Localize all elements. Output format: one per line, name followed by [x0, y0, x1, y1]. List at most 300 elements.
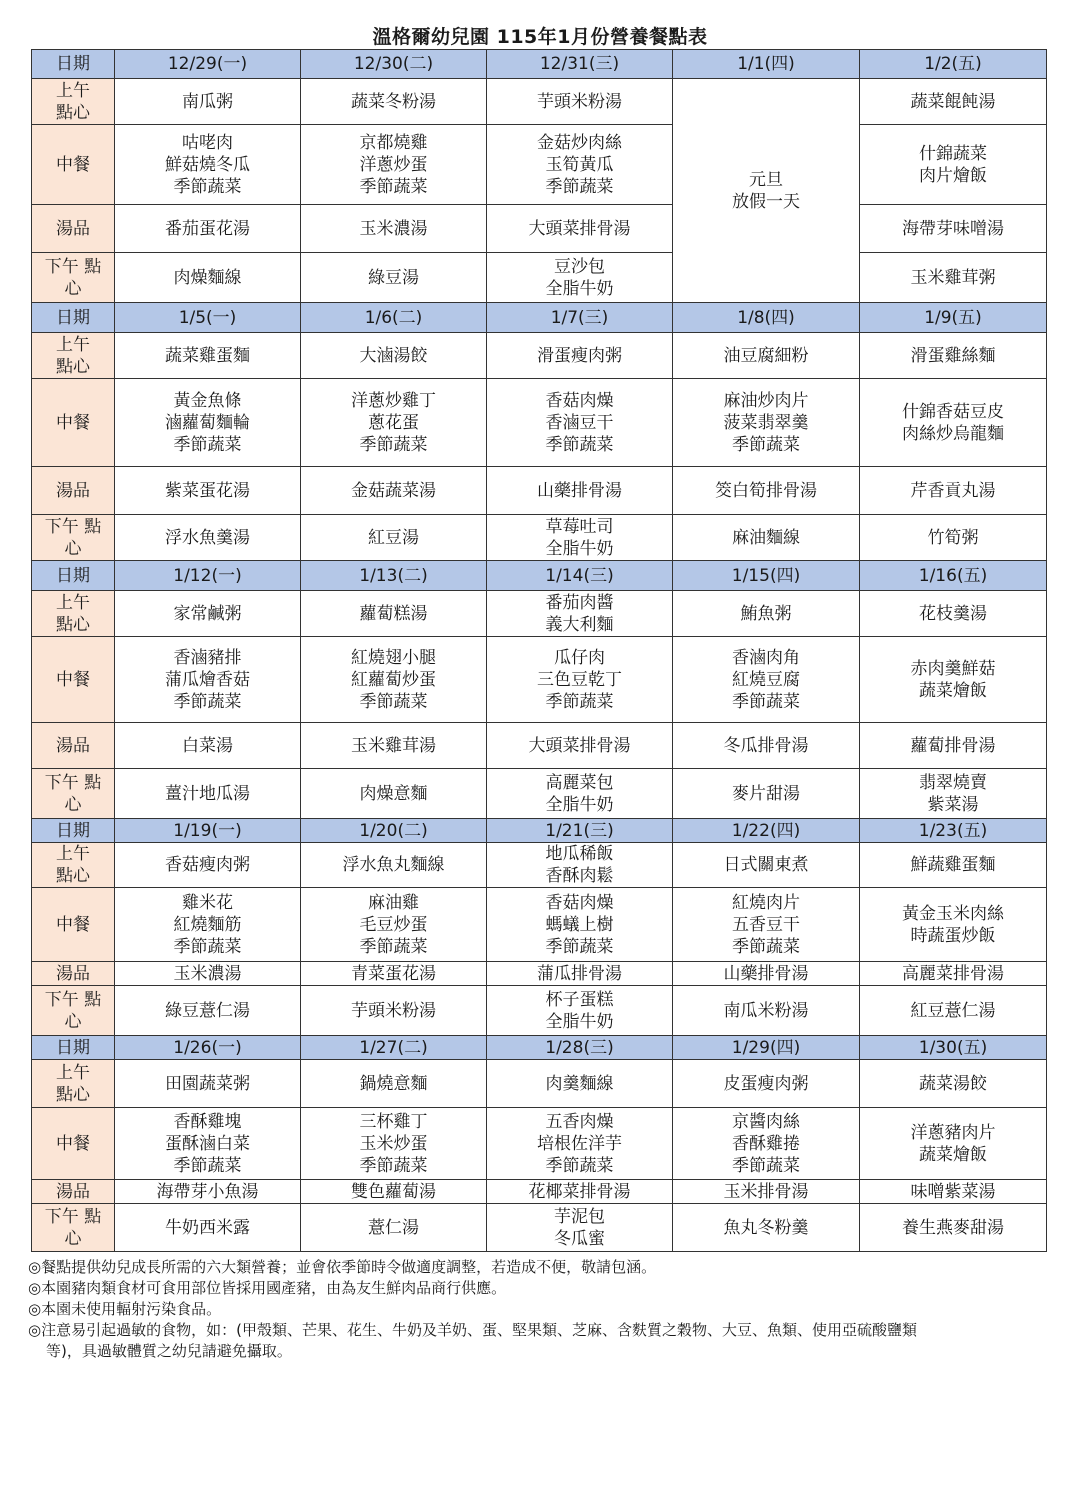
- label-line: 點心: [56, 866, 90, 886]
- label-line: 心: [64, 278, 82, 299]
- dish-line: 芹香貢丸湯: [910, 480, 996, 501]
- label-line: 心: [64, 1011, 82, 1032]
- row-label-lunch: 中餐: [32, 379, 115, 467]
- lunch-cell: [115, 1108, 301, 1180]
- lunch-cell: [860, 888, 1047, 962]
- morning-cell: [301, 1060, 487, 1108]
- date-cell: 1/29(四): [673, 1036, 860, 1060]
- dish-line: 冬瓜蜜: [554, 1228, 605, 1249]
- notes: [28, 1257, 1058, 1362]
- dish-line: 蘿蔔排骨湯: [910, 735, 996, 756]
- date-row: [32, 561, 1047, 591]
- afternoon-cell: [301, 253, 487, 303]
- dish-line: 五香肉燥: [545, 1111, 614, 1132]
- dish-line: 草莓吐司: [545, 516, 614, 537]
- morning-cell: [115, 591, 301, 637]
- dish-line: 肉羹麵線: [545, 1073, 614, 1094]
- dish-line: 大頭菜排骨湯: [528, 218, 631, 239]
- soup-cell: [301, 1180, 487, 1204]
- afternoon-cell: [301, 986, 487, 1036]
- dish-line: 金菇蔬菜湯: [351, 480, 436, 501]
- dish-line: 全脂牛奶: [545, 278, 614, 299]
- dish-line: 三色豆乾丁: [537, 669, 622, 690]
- lunch-cell: [673, 1108, 860, 1180]
- lunch-row: [32, 125, 1047, 205]
- lunch-row: [32, 379, 1047, 467]
- morning-cell: [487, 333, 673, 379]
- dish-line: 季節蔬菜: [359, 936, 428, 957]
- row-label-afternoon-snack: [32, 986, 115, 1036]
- dish-line: 芋泥包: [554, 1206, 605, 1227]
- dish-line: 雞米花: [182, 892, 233, 913]
- dish-line: 綠豆湯: [368, 267, 419, 288]
- dish-line: 地瓜稀飯: [545, 844, 614, 864]
- dish-line: 季節蔬菜: [732, 936, 800, 957]
- dish-line: 季節蔬菜: [732, 1155, 800, 1176]
- afternoon-cell: [673, 515, 860, 561]
- lunch-cell: [487, 1108, 673, 1180]
- dish-line: 家常鹹粥: [173, 603, 242, 624]
- soup-cell: [301, 467, 487, 515]
- dish-line: 鮮菇燒冬瓜: [165, 154, 250, 175]
- lunch-cell: [301, 125, 487, 205]
- date-cell: 1/20(二): [301, 819, 487, 843]
- soup-cell: [673, 467, 860, 515]
- dish-line: 魚丸冬粉羹: [723, 1217, 809, 1238]
- dish-line: 季節蔬菜: [173, 936, 242, 957]
- dish-line: 菠菜翡翠羹: [723, 412, 809, 433]
- lunch-cell: [115, 125, 301, 205]
- dish-line: 浮水魚丸麵線: [342, 855, 445, 875]
- morning-cell: [115, 79, 301, 125]
- dish-line: 全脂牛奶: [545, 538, 614, 559]
- afternoon-cell: [487, 1204, 673, 1252]
- row-label-morning-snack: [32, 333, 115, 379]
- dish-line: 油豆腐細粉: [723, 345, 809, 366]
- dish-line: 鮮蔬雞蛋麵: [910, 855, 996, 875]
- dish-line: 季節蔬菜: [359, 691, 428, 712]
- morning-cell: [673, 591, 860, 637]
- date-cell: 1/13(二): [301, 561, 487, 591]
- lunch-cell: [301, 1108, 487, 1180]
- label-line: 心: [64, 794, 82, 815]
- date-cell: 1/8(四): [673, 303, 860, 333]
- note-line: ◎本園未使用輻射污染食品。: [28, 1300, 222, 1318]
- dish-line: 青菜蛋花湯: [351, 963, 436, 984]
- lunch-cell: [673, 888, 860, 962]
- morning-cell: [115, 1060, 301, 1108]
- morning-row: [32, 333, 1047, 379]
- soup-row: [32, 1180, 1047, 1204]
- lunch-cell: [860, 125, 1047, 205]
- morning-row: [32, 591, 1047, 637]
- date-cell: 1/22(四): [673, 819, 860, 843]
- dish-line: 山藥排骨湯: [537, 480, 622, 501]
- lunch-cell: [301, 379, 487, 467]
- row-label-date: 日期: [32, 303, 115, 333]
- label-line: 點心: [56, 614, 90, 635]
- dish-line: 季節蔬菜: [173, 434, 242, 455]
- dish-line: 季節蔬菜: [732, 434, 800, 455]
- soup-row: [32, 467, 1047, 515]
- date-cell: 1/21(三): [487, 819, 673, 843]
- dish-line: 蛋酥滷白菜: [165, 1133, 250, 1154]
- dish-line: 什錦蔬菜: [919, 143, 987, 164]
- dish-line: 養生燕麥甜湯: [902, 1217, 1004, 1238]
- dish-line: 田園蔬菜粥: [165, 1073, 250, 1094]
- dish-line: 黃金玉米肉絲: [902, 903, 1004, 924]
- date-cell: 1/30(五): [860, 1036, 1047, 1060]
- note-line: ◎本園豬肉類食材可食用部位皆採用國產豬，由為友生鮮肉品商行供應。: [28, 1279, 507, 1297]
- dish-line: 培根佐洋芋: [537, 1133, 622, 1154]
- afternoon-row: [32, 769, 1047, 819]
- dish-line: 玉米濃湯: [359, 218, 428, 239]
- dish-line: 紅蘿蔔炒蛋: [351, 669, 436, 690]
- row-label-date: 日期: [32, 819, 115, 843]
- row-label-lunch: 中餐: [32, 125, 115, 205]
- dish-line: 元旦: [749, 169, 783, 190]
- dish-line: 滷蘿蔔麵輪: [165, 412, 250, 433]
- soup-cell: [115, 205, 301, 253]
- dish-line: 毛豆炒蛋: [359, 914, 428, 935]
- date-cell: 1/2(五): [860, 50, 1047, 79]
- dish-line: 蒲瓜燴香菇: [165, 669, 250, 690]
- date-cell: 1/15(四): [673, 561, 860, 591]
- dish-line: 五香豆干: [732, 914, 800, 935]
- date-cell: 1/27(二): [301, 1036, 487, 1060]
- date-cell: 1/23(五): [860, 819, 1047, 843]
- dish-line: 麻油炒肉片: [723, 390, 809, 411]
- label-line: 上午: [56, 592, 90, 613]
- date-cell: 1/6(二): [301, 303, 487, 333]
- dish-line: 香酥肉鬆: [545, 866, 614, 886]
- dish-line: 洋蔥炒蛋: [359, 154, 428, 175]
- date-row: [32, 819, 1047, 843]
- row-label-afternoon-snack: [32, 253, 115, 303]
- dish-line: 時蔬蛋炒飯: [910, 925, 996, 946]
- dish-line: 芋頭米粉湯: [537, 91, 622, 112]
- soup-cell: [673, 962, 860, 986]
- soup-cell: [487, 1180, 673, 1204]
- soup-cell: [673, 723, 860, 769]
- morning-cell: [301, 843, 487, 888]
- morning-cell: [860, 843, 1047, 888]
- dish-line: 滑蛋雞絲麵: [910, 345, 996, 366]
- afternoon-cell: [860, 769, 1047, 819]
- soup-cell: [860, 205, 1047, 253]
- dish-line: 綠豆薏仁湯: [165, 1000, 250, 1021]
- row-label-morning-snack: [32, 79, 115, 125]
- lunch-cell: [487, 888, 673, 962]
- dish-line: 冬瓜排骨湯: [723, 735, 809, 756]
- soup-row: [32, 723, 1047, 769]
- label-line: 點心: [56, 1084, 90, 1105]
- soup-cell: [860, 1180, 1047, 1204]
- row-label-date: 日期: [32, 50, 115, 79]
- soup-cell: [487, 467, 673, 515]
- dish-line: 香滷肉角: [732, 647, 800, 668]
- morning-cell: [115, 333, 301, 379]
- dish-line: 蒲瓜排骨湯: [537, 963, 622, 984]
- row-label-lunch: 中餐: [32, 637, 115, 723]
- dish-line: 薏仁湯: [368, 1217, 419, 1238]
- dish-line: 鍋燒意麵: [359, 1073, 428, 1094]
- dish-line: 季節蔬菜: [359, 434, 428, 455]
- lunch-row: [32, 637, 1047, 723]
- dish-line: 季節蔬菜: [359, 176, 428, 197]
- morning-cell: [487, 843, 673, 888]
- lunch-cell: [860, 1108, 1047, 1180]
- lunch-cell: [860, 637, 1047, 723]
- dish-line: 咕咾肉: [182, 132, 233, 153]
- dish-line: 筊白筍排骨湯: [715, 480, 817, 501]
- dish-line: 高麗菜包: [545, 772, 614, 793]
- afternoon-cell: [673, 1204, 860, 1252]
- dish-line: 洋蔥豬肉片: [910, 1122, 996, 1143]
- dish-line: 蘿蔔糕湯: [359, 603, 428, 624]
- dish-line: 京都燒雞: [359, 132, 428, 153]
- date-cell: 12/30(二): [301, 50, 487, 79]
- soup-cell: [115, 723, 301, 769]
- note-line: 等)，具過敏體質之幼兒請避免攝取。: [46, 1342, 292, 1360]
- lunch-cell: [487, 637, 673, 723]
- row-label-afternoon-snack: [32, 1204, 115, 1252]
- soup-cell: [860, 962, 1047, 986]
- row-label-soup: 湯品: [32, 962, 115, 986]
- date-cell: 1/19(一): [115, 819, 301, 843]
- dish-line: 杯子蛋糕: [545, 989, 614, 1010]
- row-label-lunch: 中餐: [32, 1108, 115, 1180]
- morning-cell: [301, 591, 487, 637]
- dish-line: 麻油雞: [368, 892, 419, 913]
- row-label-afternoon-snack: [32, 515, 115, 561]
- dish-line: 花枝羹湯: [919, 603, 987, 624]
- afternoon-cell: [860, 515, 1047, 561]
- dish-line: 瓜仔肉: [554, 647, 605, 668]
- soup-row: [32, 962, 1047, 986]
- lunch-row: [32, 888, 1047, 962]
- dish-line: 放假一天: [732, 191, 800, 212]
- dish-line: 花椰菜排骨湯: [528, 1181, 631, 1202]
- morning-cell: [487, 79, 673, 125]
- lunch-cell: [301, 637, 487, 723]
- row-label-soup: 湯品: [32, 205, 115, 253]
- lunch-cell: [487, 125, 673, 205]
- dish-line: 義大利麵: [545, 614, 614, 635]
- afternoon-cell: [115, 515, 301, 561]
- label-line: 下午 點: [44, 772, 102, 793]
- label-line: 上午: [56, 844, 90, 864]
- label-line: 上午: [56, 80, 90, 101]
- soup-cell: [301, 205, 487, 253]
- label-line: 上午: [56, 334, 90, 355]
- dish-line: 蔬菜燴飯: [919, 680, 987, 701]
- date-cell: 1/14(三): [487, 561, 673, 591]
- morning-cell: [860, 333, 1047, 379]
- date-cell: 1/16(五): [860, 561, 1047, 591]
- soup-cell: [487, 723, 673, 769]
- dish-line: 京醬肉絲: [732, 1111, 800, 1132]
- date-cell: 1/9(五): [860, 303, 1047, 333]
- dish-line: 味噌紫菜湯: [910, 1181, 996, 1202]
- dish-line: 浮水魚羹湯: [165, 527, 250, 548]
- dish-line: 鮪魚粥: [740, 603, 792, 624]
- dish-line: 螞蟻上樹: [545, 914, 614, 935]
- date-row: [32, 50, 1047, 79]
- dish-line: 白菜湯: [182, 735, 233, 756]
- dish-line: 麻油麵線: [732, 527, 800, 548]
- morning-cell: [301, 79, 487, 125]
- dish-line: 肉絲炒烏龍麵: [902, 423, 1004, 444]
- dish-line: 香酥雞捲: [732, 1133, 800, 1154]
- date-cell: 1/12(一): [115, 561, 301, 591]
- soup-row: [32, 205, 1047, 253]
- label-line: 下午 點: [44, 1206, 102, 1227]
- label-line: 下午 點: [44, 989, 102, 1010]
- afternoon-cell: [860, 1204, 1047, 1252]
- soup-cell: [487, 962, 673, 986]
- row-label-morning-snack: [32, 843, 115, 888]
- afternoon-cell: [673, 986, 860, 1036]
- soup-cell: [115, 467, 301, 515]
- dish-line: 赤肉羹鮮菇: [910, 658, 996, 679]
- morning-cell: [301, 333, 487, 379]
- dish-line: 紅燒肉片: [732, 892, 800, 913]
- morning-cell: [860, 591, 1047, 637]
- dish-line: 豆沙包: [554, 256, 605, 277]
- dish-line: 香滷豆干: [545, 412, 614, 433]
- dish-line: 山藥排骨湯: [723, 963, 809, 984]
- dish-line: 季節蔬菜: [545, 1155, 614, 1176]
- dish-line: 紫菜蛋花湯: [165, 480, 250, 501]
- dish-line: 玉米雞茸粥: [910, 267, 996, 288]
- label-line: 點心: [56, 356, 90, 377]
- dish-line: 海帶芽小魚湯: [156, 1181, 259, 1202]
- row-label-afternoon-snack: [32, 769, 115, 819]
- dish-line: 金菇炒肉絲: [537, 132, 622, 153]
- dish-line: 全脂牛奶: [545, 794, 614, 815]
- dish-line: 蔬菜燴飯: [919, 1144, 987, 1165]
- morning-row: [32, 843, 1047, 888]
- dish-line: 海帶芽味噌湯: [902, 218, 1004, 239]
- dish-line: 牛奶西米露: [165, 1217, 250, 1238]
- lunch-cell: [673, 379, 860, 467]
- dish-line: 香菇瘦肉粥: [165, 855, 250, 875]
- afternoon-cell: [487, 253, 673, 303]
- morning-cell: [487, 1060, 673, 1108]
- dish-line: 蔬菜冬粉湯: [351, 91, 436, 112]
- afternoon-cell: [301, 769, 487, 819]
- dish-line: 季節蔬菜: [545, 691, 614, 712]
- dish-line: 麥片甜湯: [732, 783, 800, 804]
- afternoon-cell: [115, 769, 301, 819]
- morning-cell: [487, 591, 673, 637]
- lunch-cell: [301, 888, 487, 962]
- dish-line: 番茄肉醬: [545, 592, 614, 613]
- dish-line: 三杯雞丁: [359, 1111, 428, 1132]
- dish-line: 季節蔬菜: [545, 936, 614, 957]
- soup-cell: [487, 205, 673, 253]
- dish-line: 南瓜粥: [182, 91, 233, 112]
- date-cell: 12/31(三): [487, 50, 673, 79]
- morning-cell: [673, 333, 860, 379]
- dish-line: 肉燥麵線: [173, 267, 242, 288]
- soup-cell: [860, 467, 1047, 515]
- afternoon-row: [32, 1204, 1047, 1252]
- dish-line: 洋蔥炒雞丁: [351, 390, 436, 411]
- dish-line: 蔬菜雞蛋麵: [165, 345, 250, 366]
- row-label-lunch: 中餐: [32, 888, 115, 962]
- soup-cell: [115, 1180, 301, 1204]
- dish-line: 雙色蘿蔔湯: [351, 1181, 436, 1202]
- soup-cell: [673, 1180, 860, 1204]
- dish-line: 皮蛋瘦肉粥: [723, 1073, 809, 1094]
- dish-line: 季節蔬菜: [359, 1155, 428, 1176]
- afternoon-cell: [487, 769, 673, 819]
- afternoon-cell: [115, 1204, 301, 1252]
- row-label-morning-snack: [32, 1060, 115, 1108]
- menu-table: [31, 49, 1047, 1252]
- dish-line: 香菇肉燥: [545, 892, 614, 913]
- dish-line: 翡翠燒賣: [919, 772, 987, 793]
- afternoon-cell: [487, 515, 673, 561]
- lunch-row: [32, 1108, 1047, 1180]
- dish-line: 季節蔬菜: [173, 1155, 242, 1176]
- lunch-cell: [860, 379, 1047, 467]
- label-line: 點心: [56, 102, 90, 123]
- row-label-soup: 湯品: [32, 467, 115, 515]
- afternoon-cell: [673, 769, 860, 819]
- dish-line: 玉米炒蛋: [359, 1133, 428, 1154]
- dish-line: 紅豆湯: [368, 527, 419, 548]
- morning-row: [32, 1060, 1047, 1108]
- date-cell: 1/26(一): [115, 1036, 301, 1060]
- date-cell: 12/29(一): [115, 50, 301, 79]
- row-label-soup: 湯品: [32, 723, 115, 769]
- row-label-soup: 湯品: [32, 1180, 115, 1204]
- soup-cell: [115, 962, 301, 986]
- morning-row: [32, 79, 1047, 125]
- dish-line: 什錦香菇豆皮: [902, 401, 1004, 422]
- afternoon-cell: [860, 986, 1047, 1036]
- dish-line: 紅燒麵筋: [173, 914, 242, 935]
- dish-line: 芋頭米粉湯: [351, 1000, 436, 1021]
- lunch-cell: [115, 637, 301, 723]
- dish-line: 季節蔬菜: [173, 691, 242, 712]
- row-label-date: 日期: [32, 1036, 115, 1060]
- holiday-cell: [673, 79, 860, 303]
- dish-line: 蔥花蛋: [368, 412, 419, 433]
- date-cell: 1/1(四): [673, 50, 860, 79]
- morning-cell: [673, 843, 860, 888]
- dish-line: 季節蔬菜: [545, 176, 614, 197]
- afternoon-row: [32, 515, 1047, 561]
- dish-line: 玉米濃湯: [173, 963, 242, 984]
- dish-line: 大滷湯餃: [359, 345, 428, 366]
- dish-line: 紫菜湯: [927, 794, 979, 815]
- soup-cell: [301, 962, 487, 986]
- row-label-morning-snack: [32, 591, 115, 637]
- dish-line: 大頭菜排骨湯: [528, 735, 631, 756]
- dish-line: 黃金魚條: [173, 390, 242, 411]
- afternoon-cell: [115, 986, 301, 1036]
- dish-line: 竹筍粥: [927, 527, 979, 548]
- dish-line: 日式關東煮: [723, 855, 809, 875]
- label-line: 下午 點: [44, 256, 102, 277]
- page-title: 溫格爾幼兒園 115年1月份營養餐點表: [372, 26, 708, 48]
- lunch-cell: [487, 379, 673, 467]
- label-line: 心: [64, 538, 82, 559]
